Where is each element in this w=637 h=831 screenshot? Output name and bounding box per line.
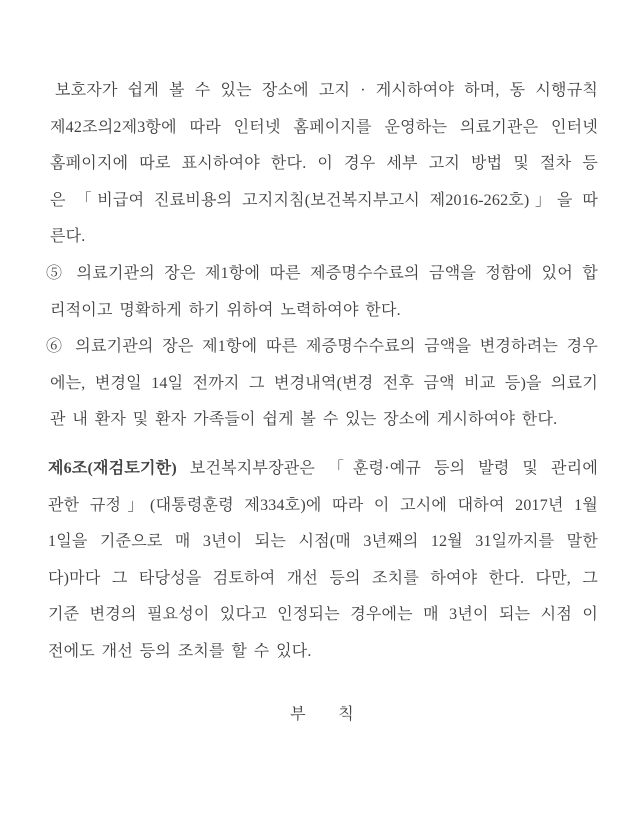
text-line: ⑤ 의료기관의 장은 제1항에 따른 제증명수수료의 금액을 정함에 있어 합 xyxy=(46,264,598,282)
article-heading-rest: 보건복지부장관은 「훈령·예규 등의 발령 및 관리에 xyxy=(176,459,598,477)
text-line: 전에도 개선 등의 조치를 할 수 있다. xyxy=(48,642,312,660)
text-line: 홈페이지에 따로 표시하여야 한다. 이 경우 세부 고지 방법 및 절차 등 xyxy=(50,155,598,173)
text-line: ⑥ 의료기관의 장은 제1항에 따른 제증명수수료의 금액을 변경하려는 경우 xyxy=(46,338,598,356)
text-line: 관 내 환자 및 환자 가족들이 쉽게 볼 수 있는 장소에 게시하여야 한다. xyxy=(50,411,558,429)
addendum-heading xyxy=(46,697,598,734)
paragraph-6 xyxy=(46,329,598,439)
paragraph-5 xyxy=(46,256,598,329)
paragraph-4-continuation xyxy=(46,73,598,256)
text-line: 른다. xyxy=(50,228,86,246)
article-heading: 제6조(재검토기한) xyxy=(48,459,177,477)
text-line: 다)마다 그 타당성을 검토하여 개선 등의 조치를 하여야 한다. 다만, 그 xyxy=(48,569,598,587)
article-6-review-deadline xyxy=(46,451,598,671)
text-line: 부 칙 xyxy=(290,705,354,723)
text-line: 제42조의2제3항에 따라 인터넷 홈페이지를 운영하는 의료기관은 인터넷 xyxy=(50,118,598,136)
text-line: 1일을 기준으로 매 3년이 되는 시점(매 3년째의 12월 31일까지를 말한 xyxy=(48,533,598,551)
text-line: 에는, 변경일 14일 전까지 그 변경내역(변경 전후 금액 비교 등)을 의료기 xyxy=(50,374,598,392)
text-line: 리적이고 명확하게 하기 위하여 노력하여야 한다. xyxy=(50,301,401,319)
document-body xyxy=(46,73,598,733)
text-line: 관한 규정」(대통령훈령 제334호)에 따라 이 고시에 대하여 2017년 1월 xyxy=(48,496,598,514)
text-line: 기준 변경의 필요성이 있다고 인정되는 경우에는 매 3년이 되는 시점 이 xyxy=(48,606,598,624)
text-line: 보호자가 쉽게 볼 수 있는 장소에 고지 · 게시하여야 하며, 동 시행규칙 xyxy=(55,82,598,99)
text-line: 은 「비급여 진료비용의 고지지침(보건복지부고시 제2016-262호)」을 따 xyxy=(50,191,598,209)
text-line xyxy=(46,451,598,488)
